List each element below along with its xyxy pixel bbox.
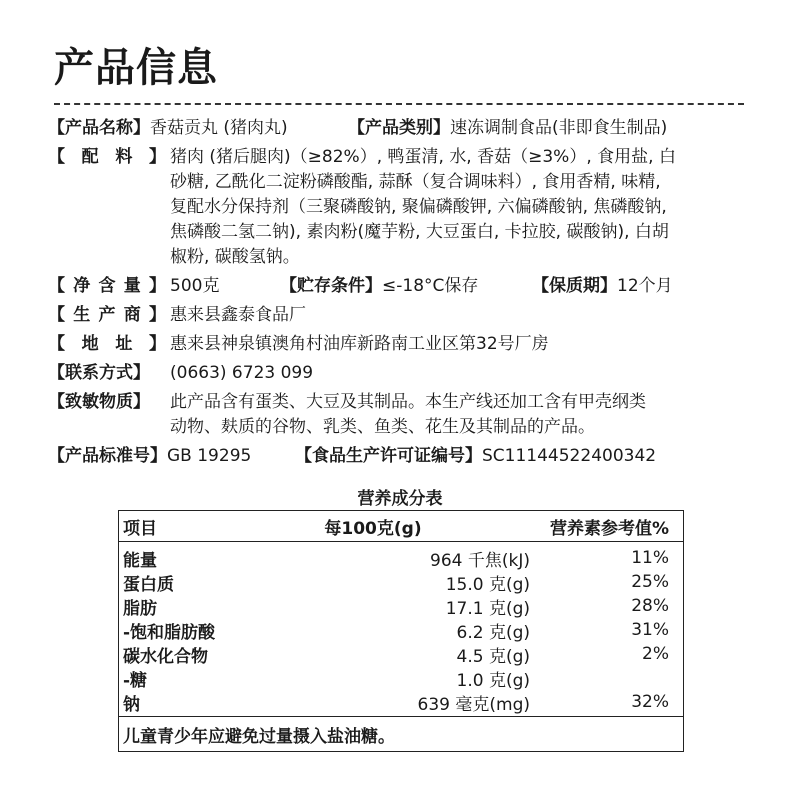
row-net-storage-shelf bbox=[48, 274, 748, 299]
net-label: 【 净 含 量 】 bbox=[48, 276, 166, 296]
allergen-label: 【致敏物质】 bbox=[48, 392, 150, 412]
table-row: 钠 639 毫克(mg) 32% bbox=[123, 692, 669, 715]
shelf-value: 12个月 bbox=[617, 276, 673, 296]
row-standard-license bbox=[48, 444, 748, 469]
producer-value: 惠来县鑫泰食品厂 bbox=[170, 305, 306, 325]
nutrition-table bbox=[118, 510, 684, 752]
contact-label: 【联系方式】 bbox=[48, 363, 150, 383]
row-allergen bbox=[48, 390, 748, 440]
name-value: 香菇贡丸 (猪肉丸) bbox=[150, 118, 288, 138]
nutrition-header-row bbox=[119, 511, 683, 542]
producer-label: 【 生 产 商 】 bbox=[48, 305, 166, 325]
row-contact bbox=[48, 361, 748, 386]
nutrition-footer: 儿童青少年应避免过量摄入盐油糖。 bbox=[123, 726, 395, 747]
page-title: 产品信息 bbox=[54, 45, 218, 91]
name-label: 【产品名称】 bbox=[48, 118, 150, 138]
table-row: -饱和脂肪酸 6.2 克(g) 31% bbox=[123, 620, 669, 643]
license-label: 【食品生产许可证编号】 bbox=[295, 446, 482, 466]
table-row: 碳水化合物 4.5 克(g) 2% bbox=[123, 644, 669, 667]
nutrition-body bbox=[119, 542, 683, 717]
storage-value: ≤-18°C保存 bbox=[382, 276, 479, 296]
ingredients-label: 【 配 料 】 bbox=[48, 147, 166, 167]
row-producer bbox=[48, 303, 748, 328]
contact-value: (0663) 6723 099 bbox=[170, 363, 314, 383]
category-value: 速冻调制食品(非即食生制品) bbox=[450, 118, 668, 138]
table-row: -糖 1.0 克(g) bbox=[123, 670, 530, 691]
standard-value: GB 19295 bbox=[167, 446, 252, 466]
header-amount: 每100克(g) bbox=[324, 518, 422, 539]
row-address bbox=[48, 332, 748, 357]
nutrition-title: 营养成分表 bbox=[357, 489, 443, 509]
table-row: 能量 964 千焦(kJ) 11% bbox=[123, 548, 669, 571]
license-value: SC11144522400342 bbox=[482, 446, 657, 466]
header-item: 项目 bbox=[123, 518, 157, 539]
shelf-label: 【保质期】 bbox=[532, 276, 617, 296]
header-nrv: 营养素参考值% bbox=[549, 518, 669, 539]
row-name-category bbox=[48, 116, 748, 141]
net-value: 500克 bbox=[170, 276, 220, 296]
allergen-value: 此产品含有蛋类、大豆及其制品。本生产线还加工含有甲壳纲类 动物、麸质的谷物、乳类、鱼类、花生及其制品的产品。 bbox=[170, 392, 646, 437]
dashed-divider bbox=[54, 103, 744, 105]
storage-label: 【贮存条件】 bbox=[280, 276, 382, 296]
standard-label: 【产品标准号】 bbox=[48, 446, 167, 466]
address-label: 【 地 址 】 bbox=[48, 334, 166, 354]
info-section bbox=[48, 116, 748, 469]
table-row: 蛋白质 15.0 克(g) 25% bbox=[123, 572, 669, 595]
row-ingredients bbox=[48, 145, 748, 270]
table-row: 脂肪 17.1 克(g) 28% bbox=[123, 596, 669, 619]
address-value: 惠来县神泉镇澳角村油库新路南工业区第32号厂房 bbox=[170, 334, 549, 354]
category-label: 【产品类别】 bbox=[348, 118, 450, 138]
ingredients-value: 猪肉 (猪后腿肉)（≥82%）, 鸭蛋清, 水, 香菇（≥3%）, 食用盐, 白 砂糖, 乙酰化二淀粉磷酸酯, 蒜酥（复合调味料）, 食用香精, 味精, 复配水分保持剂（三聚磷酸钠, 聚偏磷酸钾, 六偏磷酸钠, 焦磷酸钠, 焦磷酸二氢二钠), 素肉粉(魔芋粉, 大豆蛋白, 卡拉胶, 碳酸钠), 白胡 椒粉, 碳酸氢钠。 bbox=[170, 147, 676, 267]
